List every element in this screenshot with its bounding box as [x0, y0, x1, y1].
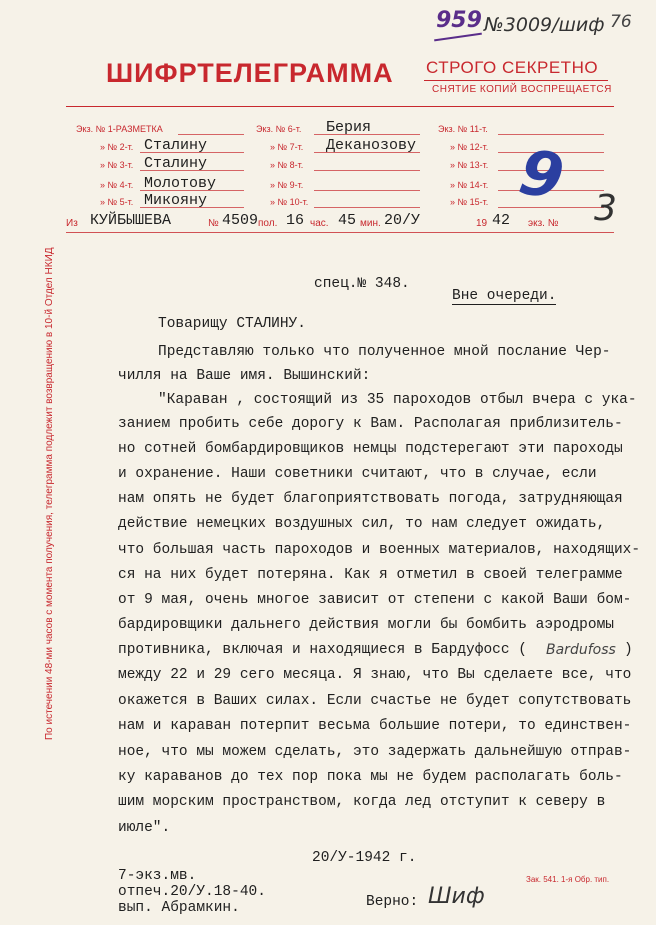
return-notice: По истечении 48-ми часов с момента получения, телеграмма подлежит возвращению в 10-й Отдел НКИД: [44, 247, 55, 740]
body-text-line: бардировщики дальнего действия могли бы бомбить аэродромы: [118, 617, 614, 633]
dist-rule: [314, 190, 420, 191]
dist-label: » № 3-т.: [100, 160, 134, 170]
routing-date: 20/У: [384, 212, 421, 229]
body-text-line: "Караван , состоящий из 35 пароходов отбыл вчера с ука-: [158, 392, 637, 408]
handwritten-mark-three: 3: [594, 188, 617, 229]
print-info: Зак. 541. 1-я Обр. тип.: [526, 875, 610, 884]
dist-label: » № 8-т.: [270, 160, 304, 170]
routing-from: КУЙБЫШЕВА: [90, 212, 172, 229]
dist-label: Экз. № 6-т.: [256, 124, 302, 134]
dist-recipient: Молотову: [144, 175, 217, 192]
verno-label: Верно:: [366, 894, 419, 910]
footer-printed: отпеч.20/У.18-40.: [118, 884, 266, 900]
body-text-line: ку караванов до тех пор пока мы не будем располагать боль-: [118, 769, 623, 785]
dist-recipient: Деканозову: [326, 137, 417, 154]
dist-label: » № 4-т.: [100, 180, 134, 190]
handwritten-mark-nine: 9: [513, 134, 570, 215]
routing-received-label: пол.: [258, 218, 278, 229]
body-text-line: июле".: [118, 820, 171, 836]
body-text-line: от 9 мая, очень многое зависит от степени с какой Ваши бом-: [118, 592, 632, 608]
header-rule: [66, 106, 614, 107]
dist-label: » № 2-т.: [100, 142, 134, 152]
secrecy-stamp: СТРОГО СЕКРЕТНО: [426, 58, 599, 77]
routing-copy-label: экз. №: [528, 218, 559, 229]
dist-rule: [178, 134, 244, 135]
addressee-line: Товарищу СТАЛИНУ.: [158, 316, 306, 332]
priority-mark: Вне очереди.: [452, 288, 557, 304]
body-text-line: шим морским пространством, когда лед отступит к северу в: [118, 794, 606, 810]
signature: Шиф: [428, 884, 485, 909]
archive-ref-number: №3009/шиф: [484, 14, 605, 36]
dist-label: » № 10-т.: [270, 197, 309, 207]
footer-copies: 7-экз.мв.: [118, 868, 197, 884]
body-text-line: окажется в Ваших силах. Если счастье не будет сопутствовать: [118, 693, 632, 709]
dist-label: » № 13-т.: [450, 160, 489, 170]
routing-rule: [66, 232, 614, 233]
body-text-line: между 22 и 29 сего месяца. Я знаю, что Вы сделаете все, что: [118, 667, 632, 683]
archive-number: 959: [436, 8, 482, 33]
routing-number: 4509: [222, 212, 259, 229]
routing-minute-label: мин.: [360, 218, 381, 229]
dist-label: » № 15-т.: [450, 197, 489, 207]
dist-label: » № 14-т.: [450, 180, 489, 190]
dist-label: » № 5-т.: [100, 197, 134, 207]
body-text-line: занием пробить себе дорогу к Вам. Располагая приблизитель-: [118, 416, 623, 432]
document-title: ШИФРТЕЛЕГРАММА: [106, 58, 394, 88]
body-text-line: Представляю только что полученное мной послание Чер-: [158, 344, 611, 360]
dist-label: » № 9-т.: [270, 180, 304, 190]
routing-year-prefix: 19: [476, 218, 488, 229]
dist-recipient: Микояну: [144, 192, 208, 209]
routing-num-label: №: [208, 218, 219, 229]
dist-label: Экз. № 1-РАЗМЕТКА: [76, 124, 163, 134]
dist-rule: [314, 170, 420, 171]
letter-date: 20/У-1942 г.: [312, 850, 417, 866]
body-text-line: нам опять не будет благоприятствовать погода, затрудняющая: [118, 491, 623, 507]
dist-recipient: Сталину: [144, 137, 208, 154]
dist-recipient: Сталину: [144, 155, 208, 172]
routing-hour: 16: [286, 212, 305, 229]
body-text-line: но сотней бомбардировщиков немцы подстерегают эти пароходы: [118, 441, 623, 457]
dist-label: » № 7-т.: [270, 142, 304, 152]
close-parenthesis: ): [624, 642, 633, 658]
body-text-line: что большая часть пароходов и военных материалов, находящих-: [118, 542, 641, 558]
body-text-line: нам и караван потерпит весьма большие потери, то единствен-: [118, 718, 632, 734]
dist-label: » № 12-т.: [450, 142, 489, 152]
footer-issued: вып. Абрамкин.: [118, 900, 240, 916]
routing-year: 42: [492, 212, 511, 229]
body-text-line: и охранение. Наши советники считают, что в случае, если: [118, 466, 597, 482]
body-text-line: действие немецких воздушных сил, то нам следует ожидать,: [118, 516, 606, 532]
body-text-line: ное, что мы можем сделать, это задержать дальнейшую отправ-: [118, 744, 632, 760]
spec-number: спец.№ 348.: [314, 276, 410, 292]
secret-underline: [424, 80, 608, 81]
dist-rule: [498, 134, 604, 135]
routing-minute: 45: [338, 212, 357, 229]
body-text-line: противника, включая и находящиеся в Бардуфосс (: [118, 642, 527, 658]
handwritten-bardufoss: Bardufoss: [546, 642, 616, 658]
body-text-line: ся на них будет потеряна. Как я отметил в своей телеграмме: [118, 567, 623, 583]
page-number: 76: [610, 12, 632, 32]
dist-rule: [314, 207, 420, 208]
archive-underline: [434, 33, 482, 42]
dist-recipient: Берия: [326, 119, 372, 136]
dist-label: Экз. № 11-т.: [438, 124, 488, 134]
routing-from-label: Из: [66, 218, 78, 229]
body-text-line: чилля на Ваше имя. Вышинский:: [118, 368, 371, 384]
no-copies-notice: СНЯТИЕ КОПИЙ ВОСПРЕЩАЕТСЯ: [432, 84, 612, 95]
routing-hour-label: час.: [310, 218, 329, 229]
